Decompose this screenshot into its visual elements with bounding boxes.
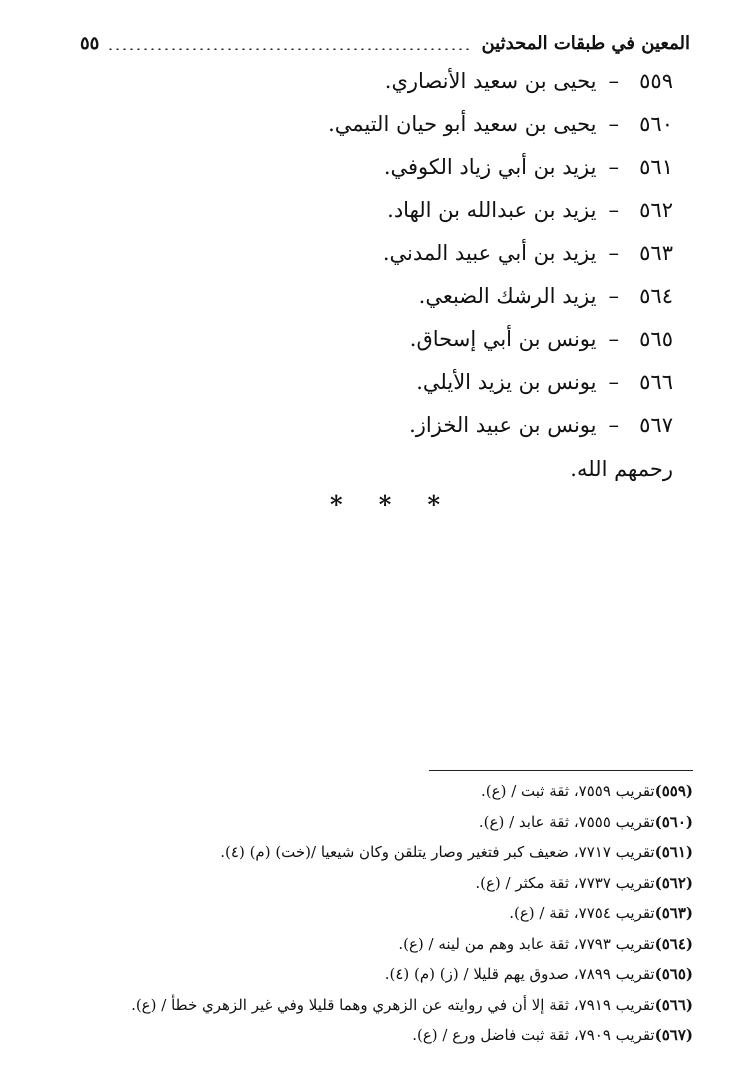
footnote-ref: (٥٦٥) [654,965,693,983]
entry-dash: – [608,413,619,437]
footnote [33,868,693,899]
entry-number: ٥٦٦ [639,370,673,394]
entry-dash: – [608,155,619,179]
footnotes [33,776,693,1051]
running-header [80,26,690,60]
footnote-text: تقريب ٧٧٥٤، ثقة / (ع). [509,904,655,922]
entry-dash: – [608,69,619,93]
entry-name: يزيد بن عبدالله بن الهاد. [387,198,597,222]
entry-name: يونس بن يزيد الأيلي. [416,370,597,394]
entry-number: ٥٦٤ [639,284,673,308]
entry-number: ٥٦٠ [639,112,673,136]
footnote-text: تقريب ٧٧٩٣، ثقة عابد وهم من لينه / (ع). [398,934,655,953]
footnote-text: تقريب ٧٩٠٩، ثقة ثبت فاضل ورع / (ع). [412,1026,655,1044]
footnote-ref: (٥٥٩) [654,782,693,800]
footnote [33,990,693,1021]
footnote-divider [429,770,693,771]
entry-number: ٥٦٣ [639,241,673,265]
entry-name: يحيى بن سعيد الأنصاري. [384,69,597,93]
footnote-ref: (٥٦١) [654,843,693,861]
entry-dash: – [608,370,619,394]
entry-number: ٥٦١ [639,155,673,179]
entry-name: يحيى بن سعيد أبو حيان التيمي. [328,112,597,136]
entry-name: يزيد الرشك الضبعي. [418,284,597,308]
entry-dash: – [608,327,619,351]
footnote-ref: (٥٦٠) [654,812,693,831]
separator-star: * [330,490,343,519]
entry-number: ٥٦٧ [639,413,673,437]
section-separator [330,490,440,519]
entry-name: يونس بن أبي إسحاق. [409,327,597,351]
footnote [33,1020,693,1051]
closing-prayer: رحمهم الله. [570,457,673,481]
footnote-ref: (٥٦٤) [654,934,693,953]
footnote-text: تقريب ٧٥٥٩، ثقة ثبت / (ع). [481,782,655,800]
entry-dash: – [608,284,619,308]
entry-number: ٥٥٩ [639,69,673,93]
list-item [73,60,673,103]
footnote-text: تقريب ٧٧١٧، ضعيف كبر فتغير وصار يتلقن وكان شيعيا /(خت) (م) (٤). [220,843,655,861]
narrator-list [73,60,673,489]
entry-number: ٥٦٢ [639,198,673,222]
list-item [73,189,673,232]
footnote [33,959,693,990]
page-number: ٥٥ [80,32,100,54]
entry-dash: – [608,198,619,222]
footnote-text: تقريب ٧٧٣٧، ثقة مكثر / (ع). [475,873,655,892]
list-item [73,361,673,404]
entry-name: يزيد بن أبي عبيد المدني. [382,241,597,265]
entry-name: يزيد بن أبي زياد الكوفي. [383,155,597,179]
footnote [33,776,693,807]
footnote-ref: (٥٦٦) [654,995,693,1014]
footnote-ref: (٥٦٢) [654,873,693,892]
separator-star: * [427,490,440,519]
footnote-text: تقريب ٧٥٥٥، ثقة عابد / (ع). [478,812,655,831]
footnote [33,837,693,868]
list-item [73,103,673,146]
list-item [73,146,673,189]
footnote [33,807,693,838]
book-title: المعين في طبقات المحدثين [481,32,690,54]
separator-star: * [378,490,392,519]
entry-dash: – [608,241,619,265]
list-item [73,232,673,275]
list-item [73,404,673,447]
footnote-ref: (٥٦٣) [654,904,693,922]
footnote-ref: (٥٦٧) [654,1026,693,1044]
list-item [73,318,673,361]
footnote [33,898,693,929]
footnote-text: تقريب ٧٩١٩، ثقة إلا أن في روايته عن الزهري وهما قليلا وفي غير الزهري خطأ / (ع). [131,995,655,1014]
list-item [73,275,673,318]
entry-dash: – [608,112,619,136]
footnote [33,929,693,960]
dotted-leader [107,48,473,50]
footnote-text: تقريب ٧٨٩٩، صدوق يهم قليلا / (ز) (م) (٤). [384,965,655,983]
entry-name: يونس بن عبيد الخزاز. [409,413,597,437]
entry-number: ٥٦٥ [639,327,673,351]
